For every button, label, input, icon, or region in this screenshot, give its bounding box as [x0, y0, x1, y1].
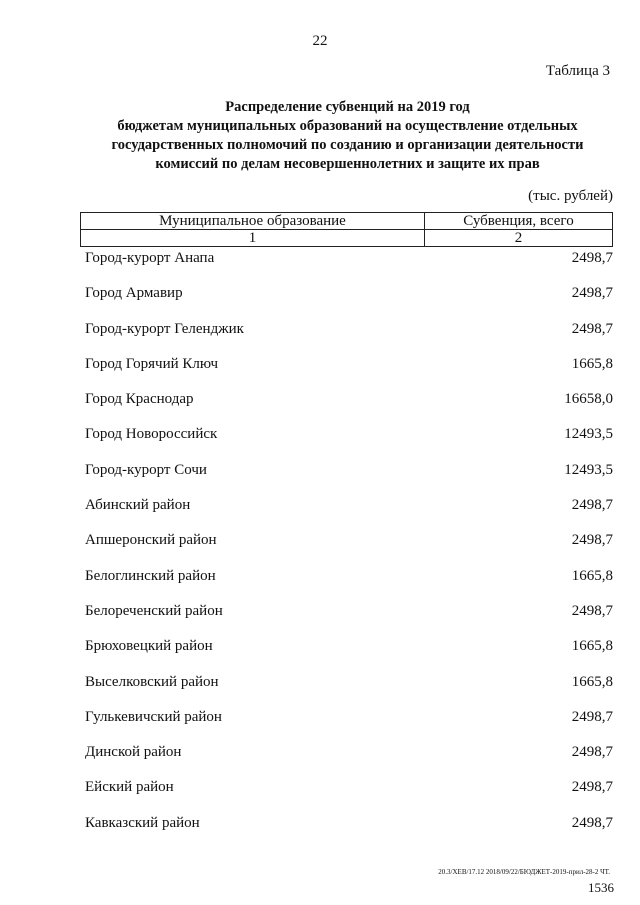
- subvention-value: 2498,7: [571, 250, 613, 266]
- table-row: [85, 426, 613, 461]
- table-row: [85, 391, 613, 426]
- table-row: [85, 744, 613, 779]
- units-label: (тыс. рублей): [528, 188, 613, 204]
- subvention-value: 2498,7: [571, 814, 613, 831]
- subvention-value: 1665,8: [571, 355, 613, 372]
- title-line: бюджетам муниципальных образований на осуществление отдельных: [117, 118, 578, 134]
- subvention-value: 2498,7: [571, 708, 613, 725]
- table-row: [85, 779, 613, 814]
- municipality-name: Город Горячий Ключ: [85, 355, 219, 372]
- subvention-value: 16658,0: [564, 391, 613, 408]
- table-row: [85, 603, 613, 638]
- municipality-name: Кавказский район: [85, 814, 200, 831]
- subvention-value: 1665,8: [571, 673, 613, 690]
- municipality-name: Выселковский район: [85, 673, 219, 690]
- page-number: 22: [312, 33, 328, 49]
- subvention-value: 1665,8: [571, 567, 613, 584]
- municipality-name: Город-курорт Геленджик: [85, 320, 244, 337]
- municipality-name: Город Армавир: [85, 285, 183, 302]
- table-row: [85, 250, 613, 285]
- municipality-name: Белоглинский район: [85, 567, 216, 584]
- municipality-name: Абинский район: [85, 497, 191, 514]
- municipality-name: Динской район: [85, 744, 182, 761]
- table-row: [85, 462, 613, 497]
- document-title: [60, 98, 635, 174]
- table-row: [85, 321, 613, 356]
- footer-number: 1536: [588, 880, 614, 895]
- title-line: Распределение субвенций на 2019 год: [225, 99, 470, 115]
- subvention-value: 2498,7: [571, 602, 613, 619]
- municipality-name: Город Краснодар: [85, 391, 194, 408]
- municipality-name: Ейский район: [85, 779, 174, 796]
- table-body: [85, 250, 613, 850]
- header-row: [81, 213, 613, 230]
- table-header: [80, 212, 613, 247]
- municipality-name: Город Новороссийск: [85, 426, 218, 443]
- table-label: Таблица 3: [545, 63, 610, 79]
- table-row: [85, 674, 613, 709]
- column-number-row: [81, 230, 613, 247]
- municipality-name: Город-курорт Сочи: [85, 461, 207, 478]
- table-row: [85, 532, 613, 567]
- footer-document-code: 20.3/ХЕВ/17.12 2018/09/22/БЮДЖЕТ-2019-прил-28-2 ЧТ.: [438, 868, 610, 876]
- subvention-value: 2498,7: [571, 744, 613, 761]
- header-municipality: Муниципальное образование: [81, 213, 425, 230]
- subvention-value: 2498,7: [571, 497, 613, 514]
- subvention-value: 12493,5: [564, 426, 613, 443]
- municipality-name: Гулькевичский район: [85, 708, 222, 725]
- municipality-name: Апшеронский район: [85, 532, 217, 549]
- subvention-value: 2498,7: [571, 532, 613, 549]
- municipality-name: Брюховецкий район: [85, 638, 213, 655]
- table-row: [85, 285, 613, 320]
- table-row: [85, 638, 613, 673]
- table-row: [85, 497, 613, 532]
- subvention-value: 12493,5: [564, 461, 613, 478]
- subvention-value: 1665,8: [571, 638, 613, 655]
- table-row: [85, 356, 613, 391]
- table-row: [85, 568, 613, 603]
- column-number-2: 2: [424, 230, 612, 247]
- municipality-name: Белореченский район: [85, 602, 223, 619]
- column-number-1: 1: [81, 230, 425, 247]
- table-row: [85, 709, 613, 744]
- subvention-value: 2498,7: [571, 779, 613, 796]
- subvention-value: 2498,7: [571, 285, 613, 302]
- title-line: комиссий по делам несовершеннолетних и защите их прав: [155, 156, 540, 172]
- header-subvention: Субвенция, всего: [424, 213, 612, 230]
- subvention-value: 2498,7: [571, 320, 613, 337]
- title-line: государственных полномочий по созданию и организации деятельности: [111, 137, 584, 153]
- municipality-name: Город-курорт Анапа: [85, 250, 215, 266]
- table-row: [85, 815, 613, 850]
